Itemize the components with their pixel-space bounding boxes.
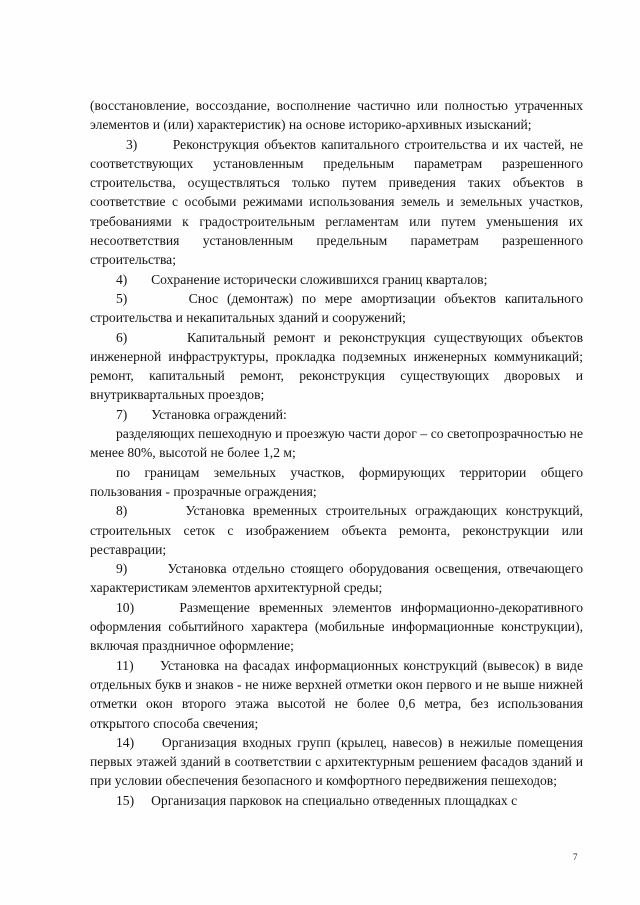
paragraph-item-6: 6) Капитальный ремонт и реконструкция существующих объектов инженерной инфраструктуры, прокладка подземных инженерных коммуникаций; ремонт, капитальный ремонт, реконструкция существующих дворовых и внутриквартальных проездов;	[90, 329, 583, 403]
page-number: 7	[573, 852, 578, 862]
paragraph-item-8: 8) Установка временных строительных ограждающих конструкций, строительных сеток с изображением объекта ремонта, реконструкции или реставрации;	[90, 503, 583, 557]
paragraph-item-11: 11) Установка на фасадах информационных конструкций (вывесок) в виде отдельных букв и знаков - не ниже верхней отметки окон первого и не выше нижней отметки окон второго этажа высотой не более 0,6 метра, без использования открытого способа свечения;	[90, 657, 583, 731]
paragraph-item-5: 5) Снос (демонтаж) по мере амортизации объектов капитального строительства и некапитальных зданий и сооружений;	[90, 290, 583, 326]
paragraph-item-3: 3) Реконструкция объектов капитального строительства и их частей, не соответствующих установленным предельным параметрам разрешенного строительства, осуществляться только путем приведения таких объектов в соответствие с особыми режимами использования земель и земельных участков, требованиями к градостроительным регламентам или путем уменьшения их несоответствия установленным предельным параметрам разрешенного строительства;	[90, 136, 583, 268]
paragraph-subitem-dividing: разделяющих пешеходную и проезжую части дорог – со светопрозрачностью не менее 80%, высотой не более 1,2 м;	[90, 426, 583, 461]
paragraph-item-4: 4) Сохранение исторически сложившихся границ кварталов;	[116, 271, 488, 287]
paragraph-item-15: 15) Организация парковок на специально отведенных площадках с	[116, 792, 518, 808]
paragraph-item-10: 10) Размещение временных элементов информационно-декоративного оформления событийного характера (мобильные информационные конструкции), включая праздничное оформление;	[90, 599, 583, 654]
paragraph-continuation: (восстановление, воссоздание, восполнение частично или полностью утраченных элементов и (или) характеристик) на основе историко-архивных изысканий;	[90, 98, 583, 133]
body-text	[90, 96, 583, 810]
paragraph-item-9: 9) Установка отдельно стоящего оборудования освещения, отвечающего характеристикам элементов архитектурной среды;	[90, 561, 583, 596]
paragraph-item-7: 7) Установка ограждений:	[116, 406, 287, 422]
paragraph-item-14: 14) Организация входных групп (крылец, навесов) в нежилые помещения первых этажей зданий в соответствии с архитектурным решением фасадов зданий и при условии обеспечения безопасного и комфортного передвижения пешеходов;	[90, 734, 583, 789]
paragraph-subitem-boundaries: по границам земельных участков, формирующих территории общего пользования - прозрачные ограждения;	[90, 464, 583, 499]
